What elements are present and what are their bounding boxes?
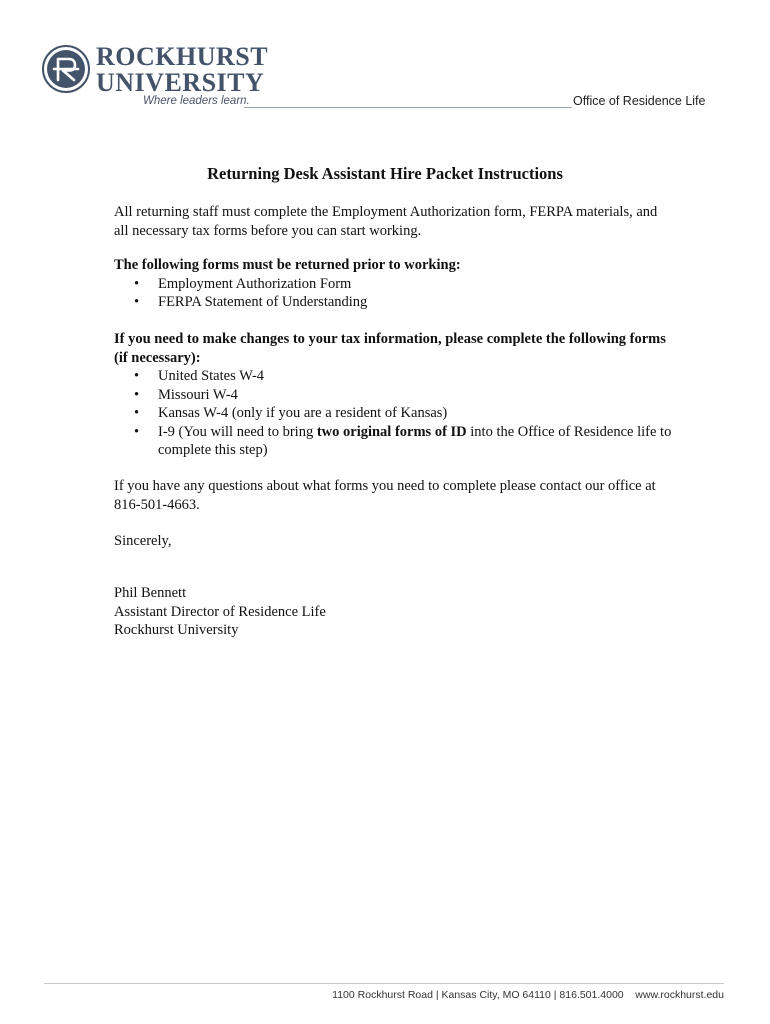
rockhurst-logo-icon (42, 45, 90, 93)
brand-name-line1: ROCKHURST (96, 42, 269, 71)
required-forms-heading: The following forms must be returned prior to working: (114, 257, 461, 273)
list-item: • Employment Authorization Form (114, 275, 674, 294)
intro-paragraph: All returning staff must complete the Employment Authorization form, FERPA materials, and all necessary tax forms before you can start working. (114, 204, 658, 239)
tax-forms-list (114, 367, 674, 460)
footer-divider (44, 983, 724, 984)
required-forms-section (114, 256, 674, 312)
i9-text-end: into the Office of Residence life to complete this step) (158, 423, 672, 458)
footer-contact: 1100 Rockhurst Road | Kansas City, MO 64110 | 816.501.4000 www.rockhurst.edu (332, 989, 724, 1001)
header-divider (244, 107, 572, 108)
tax-forms-section (114, 330, 674, 460)
tagline: Where leaders learn. (143, 95, 250, 107)
tax-forms-heading: If you need to make changes to your tax information, please complete the following forms (if necessary): (114, 331, 666, 366)
contact-paragraph: If you have any questions about what forms you need to complete please contact our office at 816-501-4663. (114, 478, 656, 513)
closing: Sincerely, (114, 533, 172, 549)
office-name: Office of Residence Life (573, 94, 706, 108)
list-item: • Kansas W-4 (only if you are a resident of Kansas) (114, 404, 674, 423)
page-title: Returning Desk Assistant Hire Packet Instructions (207, 164, 563, 183)
brand-name-line2: UNIVERSITY (96, 68, 265, 97)
signature-organization: Rockhurst University (114, 622, 239, 638)
signature-name: Phil Bennett (114, 585, 187, 601)
list-item: • FERPA Statement of Understanding (114, 293, 674, 312)
list-item: • Missouri W-4 (114, 386, 674, 405)
signature-block (114, 584, 674, 640)
i9-text-emphasis: two original forms of ID (316, 423, 467, 440)
required-forms-list (114, 275, 674, 312)
i9-text-start: I-9 (You will need to bring (158, 423, 317, 440)
signature-title: Assistant Director of Residence Life (114, 603, 326, 620)
list-item: • United States W-4 (114, 367, 674, 386)
list-item-i9 (114, 423, 674, 460)
